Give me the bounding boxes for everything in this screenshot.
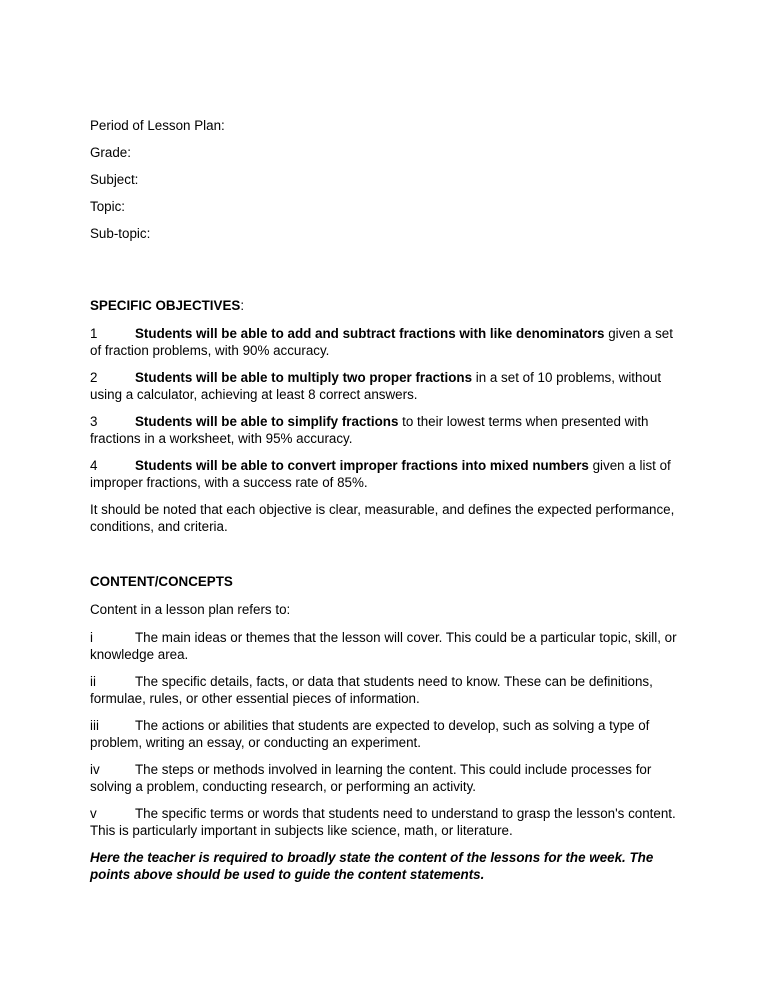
objectives-heading-text: SPECIFIC OBJECTIVES <box>90 298 241 313</box>
objective-lead: Students will be able to add and subtract fractions with like denominators <box>135 326 605 341</box>
content-text: The main ideas or themes that the lesson will cover. This could be a particular topic, skill, or knowledge area. <box>90 630 677 662</box>
content-section <box>90 573 680 883</box>
objective-rest: in a set of 10 problems, without using a calculator, achieving at least 8 correct answers. <box>90 370 662 402</box>
objective-lead: Students will be able to multiply two proper fractions <box>135 370 473 385</box>
objectives-heading-colon: : <box>240 298 245 313</box>
content-item <box>90 805 680 839</box>
objective-rest: to their lowest terms when presented with fractions in a worksheet, with 95% accuracy. <box>90 414 649 446</box>
objective-item <box>90 369 680 403</box>
objective-rest: given a set of fraction problems, with 90% accuracy. <box>90 326 673 358</box>
subtopic-label: Sub-topic: <box>90 226 151 241</box>
objective-item <box>90 457 680 491</box>
lesson-meta <box>90 117 680 242</box>
content-item <box>90 629 680 663</box>
content-item <box>90 673 680 707</box>
content-number: iv <box>90 762 100 777</box>
objectives-heading <box>90 297 680 314</box>
content-text: The specific terms or words that students need to understand to grasp the lesson's content. This is particularly important in subjects like science, math, or literature. <box>90 806 676 838</box>
content-intro: Content in a lesson plan refers to: <box>90 602 291 617</box>
objective-item <box>90 325 680 359</box>
content-heading: CONTENT/CONCEPTS <box>90 574 233 589</box>
objectives-note: It should be noted that each objective is clear, measurable, and defines the expected performance, conditions, and criteria. <box>90 502 675 534</box>
objective-item <box>90 413 680 447</box>
content-text: The steps or methods involved in learning the content. This could include processes for solving a problem, conducting research, or performing an activity. <box>90 762 652 794</box>
content-number: iii <box>90 718 99 733</box>
objective-rest: given a list of improper fractions, with a success rate of 85%. <box>90 458 671 490</box>
subject-label: Subject: <box>90 172 139 187</box>
objective-lead: Students will be able to simplify fractions <box>135 414 399 429</box>
grade-label: Grade: <box>90 145 131 160</box>
content-item <box>90 717 680 751</box>
document-body <box>90 117 680 883</box>
objective-number: 4 <box>90 458 98 473</box>
content-number: v <box>90 806 97 821</box>
content-number: i <box>90 630 93 645</box>
period-label: Period of Lesson Plan: <box>90 118 225 133</box>
objective-number: 2 <box>90 370 98 385</box>
content-text: The actions or abilities that students are expected to develop, such as solving a type of problem, writing an essay, or conducting an experiment. <box>90 718 650 750</box>
objective-number: 3 <box>90 414 98 429</box>
objective-number: 1 <box>90 326 98 341</box>
objectives-section <box>90 297 680 535</box>
content-text: The specific details, facts, or data that students need to know. These can be definitions, formulae, rules, or other essential pieces of information. <box>90 674 653 706</box>
topic-label: Topic: <box>90 199 125 214</box>
objective-lead: Students will be able to convert improper fractions into mixed numbers <box>135 458 589 473</box>
content-item <box>90 761 680 795</box>
content-number: ii <box>90 674 96 689</box>
content-instruction: Here the teacher is required to broadly state the content of the lessons for the week. The points above should be used to guide the content statements. <box>90 850 654 882</box>
